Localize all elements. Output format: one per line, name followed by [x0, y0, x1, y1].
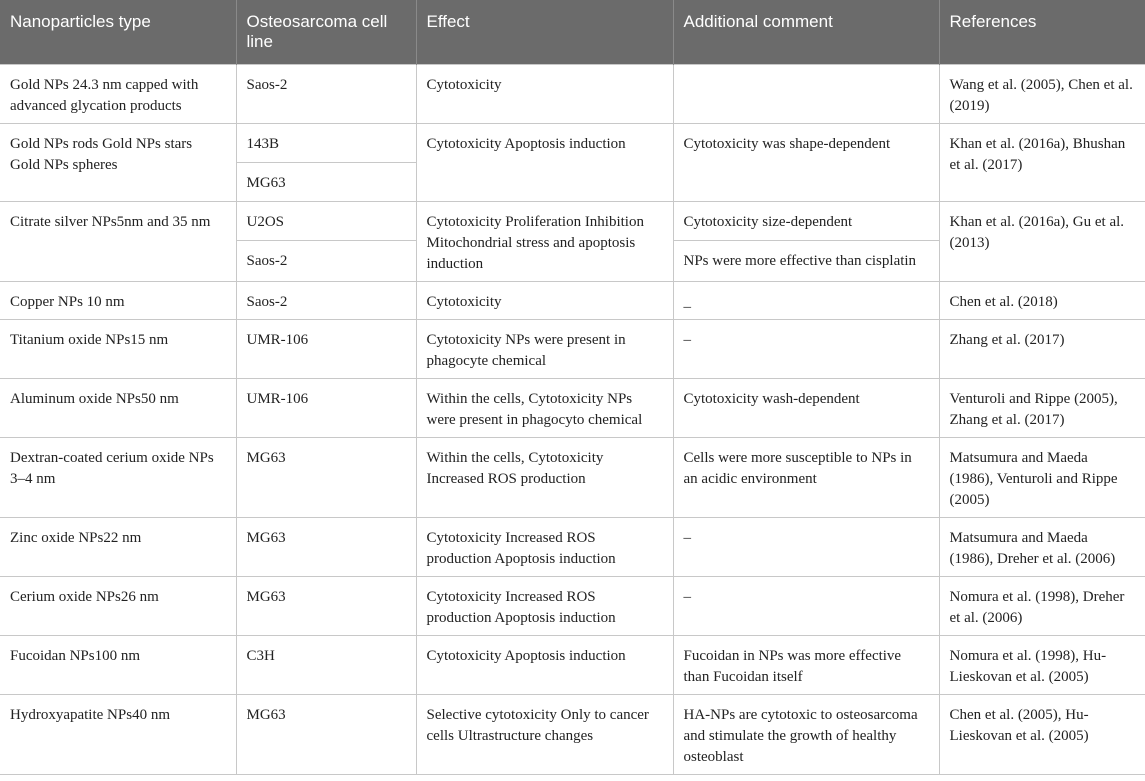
cell-comment: –: [673, 577, 939, 636]
table-row: [0, 282, 1145, 320]
cell-references: Khan et al. (2016a), Bhushan et al. (2017): [939, 124, 1145, 202]
cell-comment: HA-NPs are cytotoxic to osteosarcoma and stimulate the growth of healthy osteoblast: [673, 695, 939, 775]
cell-comment: –: [673, 320, 939, 379]
cell-effect: Cytotoxicity Apoptosis induction: [416, 124, 673, 202]
cell-cell-line: MG63: [236, 518, 416, 577]
header-references: References: [939, 0, 1145, 65]
cell-nanoparticle-type: Dextran-coated cerium oxide NPs 3–4 nm: [0, 438, 236, 518]
cell-cell-line: MG63: [236, 695, 416, 775]
cell-effect: Selective cytotoxicity Only to cancer cells Ultrastructure changes: [416, 695, 673, 775]
cell-references: Khan et al. (2016a), Gu et al. (2013): [939, 202, 1145, 282]
cell-nanoparticle-type: Zinc oxide NPs22 nm: [0, 518, 236, 577]
cell-comment: [673, 65, 939, 124]
cell-nanoparticle-type: Titanium oxide NPs15 nm: [0, 320, 236, 379]
cell-nanoparticle-type: Aluminum oxide NPs50 nm: [0, 379, 236, 438]
header-effect: Effect: [416, 0, 673, 65]
cell-cell-line: MG63: [236, 163, 416, 202]
cell-references: Chen et al. (2005), Hu-Lieskovan et al. (2005): [939, 695, 1145, 775]
cell-effect: Cytotoxicity: [416, 282, 673, 320]
cell-effect: Cytotoxicity Increased ROS production Apoptosis induction: [416, 577, 673, 636]
cell-effect: Cytotoxicity NPs were present in phagocyte chemical: [416, 320, 673, 379]
cell-nanoparticle-type: Cerium oxide NPs26 nm: [0, 577, 236, 636]
cell-effect: Cytotoxicity Increased ROS production Apoptosis induction: [416, 518, 673, 577]
header-cell-line: Osteosarcoma cell line: [236, 0, 416, 65]
cell-references: Matsumura and Maeda (1986), Venturoli and Rippe (2005): [939, 438, 1145, 518]
cell-references: Wang et al. (2005), Chen et al. (2019): [939, 65, 1145, 124]
cell-cell-line: UMR-106: [236, 320, 416, 379]
cell-references: Chen et al. (2018): [939, 282, 1145, 320]
cell-nanoparticle-type: Hydroxyapatite NPs40 nm: [0, 695, 236, 775]
cell-references: Matsumura and Maeda (1986), Dreher et al. (2006): [939, 518, 1145, 577]
cell-references: Venturoli and Rippe (2005), Zhang et al. (2017): [939, 379, 1145, 438]
table-row: [0, 518, 1145, 577]
table-row: [0, 65, 1145, 124]
cell-comment: Cytotoxicity wash-dependent: [673, 379, 939, 438]
cell-cell-line: 143B: [236, 124, 416, 163]
table-row: [0, 202, 1145, 241]
table-body: [0, 65, 1145, 775]
table-row: [0, 636, 1145, 695]
cell-comment: Cytotoxicity was shape-dependent: [673, 124, 939, 202]
cell-cell-line: Saos-2: [236, 241, 416, 282]
header-nanoparticles-type: Nanoparticles type: [0, 0, 236, 65]
cell-effect: Cytotoxicity: [416, 65, 673, 124]
cell-references: Nomura et al. (1998), Dreher et al. (2006): [939, 577, 1145, 636]
cell-cell-line: C3H: [236, 636, 416, 695]
cell-comment: Fucoidan in NPs was more effective than Fucoidan itself: [673, 636, 939, 695]
cell-comment: Cytotoxicity size-dependent: [673, 202, 939, 241]
cell-effect: Cytotoxicity Apoptosis induction: [416, 636, 673, 695]
cell-nanoparticle-type: Gold NPs rods Gold NPs stars Gold NPs spheres: [0, 124, 236, 202]
cell-effect: Cytotoxicity Proliferation Inhibition Mitochondrial stress and apoptosis induction: [416, 202, 673, 282]
cell-nanoparticle-type: Citrate silver NPs5nm and 35 nm: [0, 202, 236, 282]
cell-cell-line: MG63: [236, 438, 416, 518]
cell-cell-line: MG63: [236, 577, 416, 636]
header-additional-comment: Additional comment: [673, 0, 939, 65]
cell-cell-line: U2OS: [236, 202, 416, 241]
cell-references: Nomura et al. (1998), Hu-Lieskovan et al. (2005): [939, 636, 1145, 695]
cell-cell-line: Saos-2: [236, 65, 416, 124]
cell-cell-line: UMR-106: [236, 379, 416, 438]
cell-comment: _: [673, 282, 939, 320]
cell-references: Zhang et al. (2017): [939, 320, 1145, 379]
cell-comment: Cells were more susceptible to NPs in an acidic environment: [673, 438, 939, 518]
table-row: [0, 379, 1145, 438]
cell-cell-line: Saos-2: [236, 282, 416, 320]
cell-comment: –: [673, 518, 939, 577]
table-row: [0, 124, 1145, 163]
cell-effect: Within the cells, Cytotoxicity Increased ROS production: [416, 438, 673, 518]
cell-nanoparticle-type: Fucoidan NPs100 nm: [0, 636, 236, 695]
table-row: [0, 695, 1145, 775]
table-row: [0, 438, 1145, 518]
table-header: [0, 0, 1145, 65]
table-row: [0, 320, 1145, 379]
cell-nanoparticle-type: Gold NPs 24.3 nm capped with advanced glycation products: [0, 65, 236, 124]
cell-comment: NPs were more effective than cisplatin: [673, 241, 939, 282]
cell-nanoparticle-type: Copper NPs 10 nm: [0, 282, 236, 320]
table-row: [0, 577, 1145, 636]
header-row: [0, 0, 1145, 65]
cell-effect: Within the cells, Cytotoxicity NPs were present in phagocyto chemical: [416, 379, 673, 438]
